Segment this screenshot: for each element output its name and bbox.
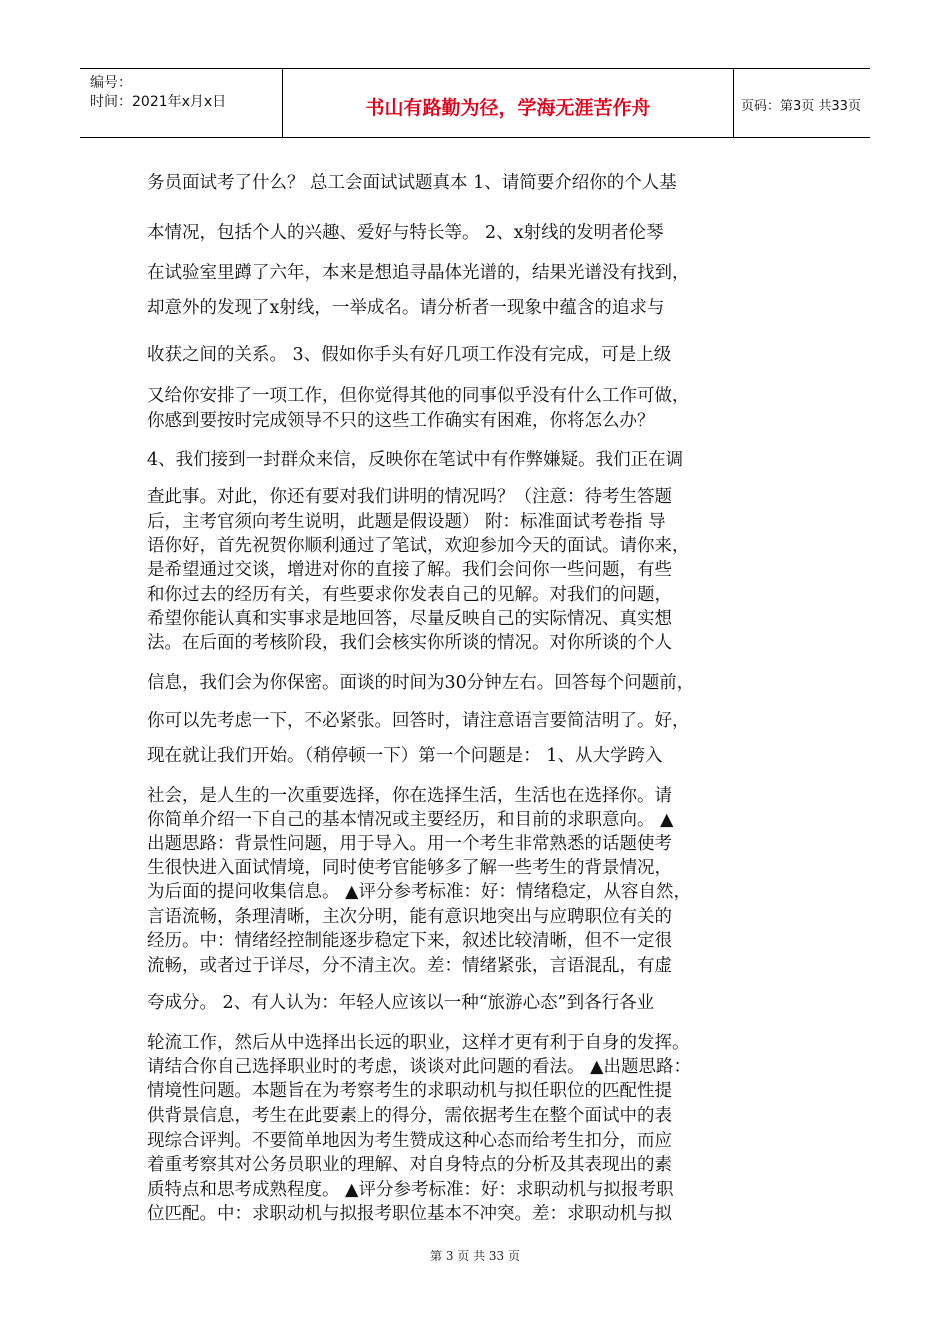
body-line: 是希望通过交谈，增进对你的直接了解。我们会问你一些问题，有些	[147, 560, 672, 580]
body-line: 却意外的发现了x射线，一举成名。请分析者一现象中蕴含的追求与	[147, 298, 665, 318]
header-meta-cell	[80, 69, 282, 137]
body-line: 在试验室里蹲了六年，本来是想追寻晶体光谱的，结果光谱没有找到，	[147, 263, 690, 283]
body-line: 务员面试考了什么？ 总工会面试试题真本 1、请简要介绍你的个人基	[147, 173, 677, 193]
body-line: 供背景信息，考生在此要素上的得分，需依据考生在整个面试中的表	[147, 1106, 672, 1126]
body-line: 查此事。对此，你还有要对我们讲明的情况吗？（注意：待考生答题	[147, 487, 672, 507]
body-line: 现综合评判。不要简单地因为考生赞成这种心态而给考生扣分，而应	[147, 1131, 672, 1151]
body-line: 生很快进入面试情境，同时使考官能够多了解一些考生的背景情况，	[147, 858, 672, 878]
header-page-info: 页码：第3页 共33页	[741, 99, 861, 114]
body-line: 言语流畅，条理清晰，主次分明，能有意识地突出与应聘职位有关的	[147, 907, 672, 927]
body-line: 着重考察其对公务员职业的理解、对自身特点的分析及其表现出的素	[147, 1155, 672, 1175]
body-line: 质特点和思考成熟程度。 ▲评分参考标准：好：求职动机与拟报考职	[147, 1180, 674, 1200]
body-line: 信息，我们会为你保密。面谈的时间为30分钟左右。回答每个问题前，	[147, 673, 695, 693]
body-line: 为后面的提问收集信息。 ▲评分参考标准：好：情绪稳定，从容自然，	[147, 882, 692, 902]
document-number-label: 编号：	[90, 75, 132, 91]
body-line: 收获之间的关系。 3、假如你手头有好几项工作没有完成，可是上级	[147, 345, 672, 365]
body-line: 现在就让我们开始。（稍停顿一下）第一个问题是： 1、从大学跨入	[147, 746, 663, 766]
header-motto: 书山有路勤为径，学海无涯苦作舟	[365, 97, 651, 119]
page-footer: 第 3 页 共 33 页	[430, 1249, 520, 1263]
body-line: 社会，是人生的一次重要选择，你在选择生活，生活也在选择你。请	[147, 786, 672, 806]
body-line: 轮流工作，然后从中选择出长远的职业，这样才更有利于自身的发挥。	[147, 1033, 690, 1053]
body-line: 出题思路：背景性问题，用于导入。用一个考生非常熟悉的话题使考	[147, 834, 672, 854]
body-line: 你可以先考虑一下，不必紧张。回答时，请注意语言要简洁明了。好，	[147, 711, 690, 731]
body-line: 本情况，包括个人的兴趣、爱好与特长等。 2、x射线的发明者伦琴	[147, 223, 664, 243]
body-line: 夸成分。 2、有人认为：年轻人应该以一种“旅游心态”到各行各业	[147, 993, 655, 1013]
body-line: 情境性问题。本题旨在为考察考生的求职动机与拟任职位的匹配性提	[147, 1081, 672, 1101]
body-line: 后，主考官须向考生说明，此题是假设题） 附：标准面试考卷指 导	[147, 512, 666, 532]
body-line: 语你好，首先祝贺你顺利通过了笔试，欢迎参加今天的面试。请你来，	[147, 536, 690, 556]
document-date-label: 时间：2021年x月x日	[90, 94, 227, 110]
body-line: 你简单介绍一下自己的基本情况或主要经历，和目前的求职意向。 ▲	[147, 810, 674, 830]
body-line: 请结合你自己选择职业时的考虑，谈谈对此问题的看法。 ▲出题思路：	[147, 1057, 692, 1077]
page-header	[80, 68, 870, 138]
body-line: 又给你安排了一项工作，但你觉得其他的同事似乎没有什么工作可做，	[147, 386, 690, 406]
body-line: 位匹配。中：求职动机与拟报考职位基本不冲突。差：求职动机与拟	[147, 1204, 672, 1224]
header-motto-cell	[282, 69, 734, 137]
header-page-cell	[733, 69, 870, 137]
body-line: 4、我们接到一封群众来信，反映你在笔试中有作弊嫌疑。我们正在调	[147, 450, 684, 470]
body-line: 和你过去的经历有关，有些要求你发表自己的见解。对我们的问题，	[147, 585, 672, 605]
body-line: 流畅，或者过于详尽，分不清主次。差：情绪紧张，言语混乱，有虚	[147, 956, 672, 976]
body-line: 经历。中：情绪经控制能逐步稳定下来，叙述比较清晰，但不一定很	[147, 931, 672, 951]
body-line: 法。在后面的考核阶段，我们会核实你所谈的情况。对你所谈的个人	[147, 633, 672, 653]
body-line: 你感到要按时完成领导不只的这些工作确实有困难，你将怎么办？	[147, 411, 655, 431]
body-line: 希望你能认真和实事求是地回答，尽量反映自己的实际情况、真实想	[147, 609, 672, 629]
